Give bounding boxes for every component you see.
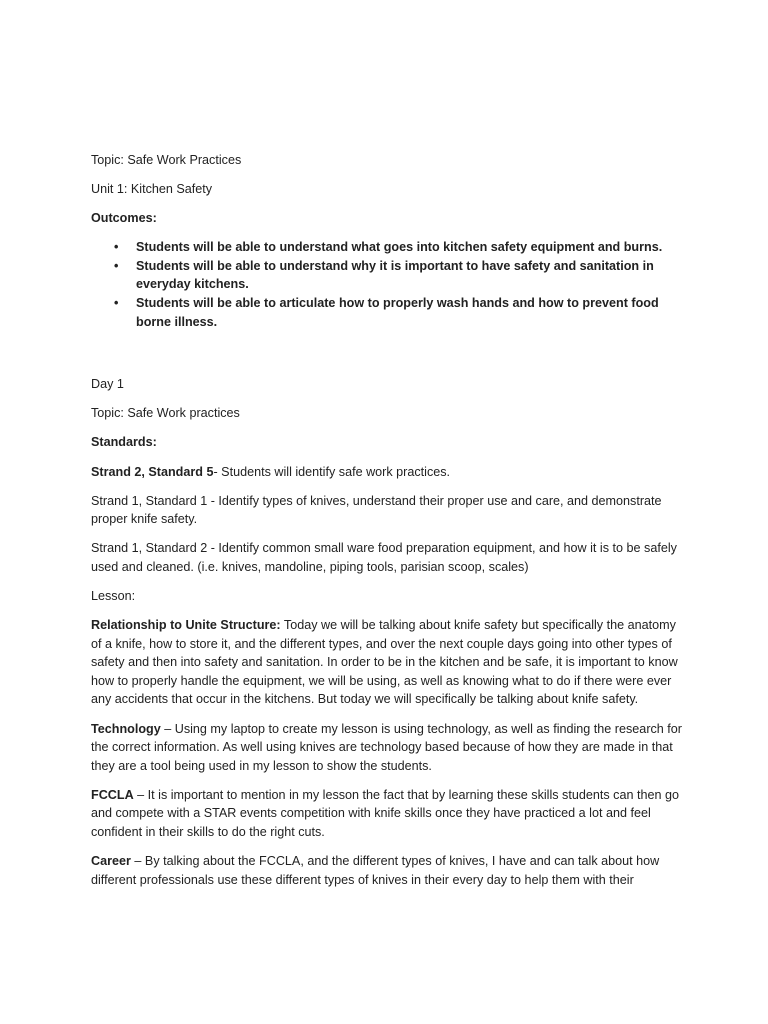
section-spacer [91,341,688,375]
fccla-paragraph [91,786,688,842]
technology-paragraph [91,720,688,776]
topic-heading: Topic: Safe Work Practices [91,153,242,167]
bullet-icon: • [114,296,119,311]
outcome-text: Students will be able to understand why it is important to have safety and sanitation in everyday kitchens. [136,258,654,292]
relationship-title: Relationship to Unite Structure: [91,618,281,633]
list-item [91,257,688,294]
standard-strand1-2: Strand 1, Standard 2 - Identify common small ware food preparation equipment, and how it is to be safely used and cleaned. (i.e. knives, mandoline, piping tools, parisian scoop, scales) [91,541,677,574]
technology-text: – Using my laptop to create my lesson is using technology, as well as finding the research for the correct information. As well using knives are technology based because of how they are made in that they are a tool being used in my lesson to show the students. [91,721,683,773]
relationship-paragraph [91,616,688,709]
unit-heading: Unit 1: Kitchen Safety [91,182,213,197]
fccla-text: – It is important to mention in my lesson the fact that by learning these skills students can then go and compete with a STAR events competition with knife skills once they have practiced a lot and feel confident in their skills to do the right cuts. [91,787,679,840]
career-text: – By talking about the FCCLA, and the different types of knives, I have and can talk about how different professionals use these different types of knives in their every day to help them with their [91,854,660,887]
career-paragraph [91,852,688,889]
day-heading: Day 1 [91,377,124,392]
outcome-text: Students will be able to articulate how to properly wash hands and how to prevent food borne illness. [136,296,659,329]
list-item [91,238,688,257]
standard-strand2 [91,463,688,482]
outcomes-label: Outcomes: [91,211,157,226]
bullet-icon: • [114,258,119,273]
relationship-text: Today we will be talking about knife safety but specifically the anatomy of a knife, how to store it, and the different types, and over the next couple days going into other types of safety and then into safety and sanitation. In order to be in the kitchen and be safe, it is important to know how to properly handle the equipment, we will be using, as well as knowing what to do if there were ever any accidents that occur in the kitchens. But today we will specifically be talking about knife safety. [91,618,678,707]
standards-label: Standards: [91,435,157,450]
list-item [91,294,688,331]
fccla-title: FCCLA [91,787,134,802]
lesson-label: Lesson: [91,589,136,603]
outcomes-list [91,238,688,331]
standard-strand1-1: Strand 1, Standard 1 - Identify types of knives, understand their proper use and care, and demonstrate proper knife safety. [91,493,662,527]
outcome-text: Students will be able to understand what goes into kitchen safety equipment and burns. [136,240,663,255]
standard-strand2-title: Strand 2, Standard 5 [91,464,214,479]
career-title: Career [91,854,131,869]
standard-strand2-text: - Students will identify safe work practices. [213,464,451,479]
day-topic: Topic: Safe Work practices [91,406,240,421]
bullet-icon: • [114,240,119,255]
technology-title: Technology [91,721,161,736]
